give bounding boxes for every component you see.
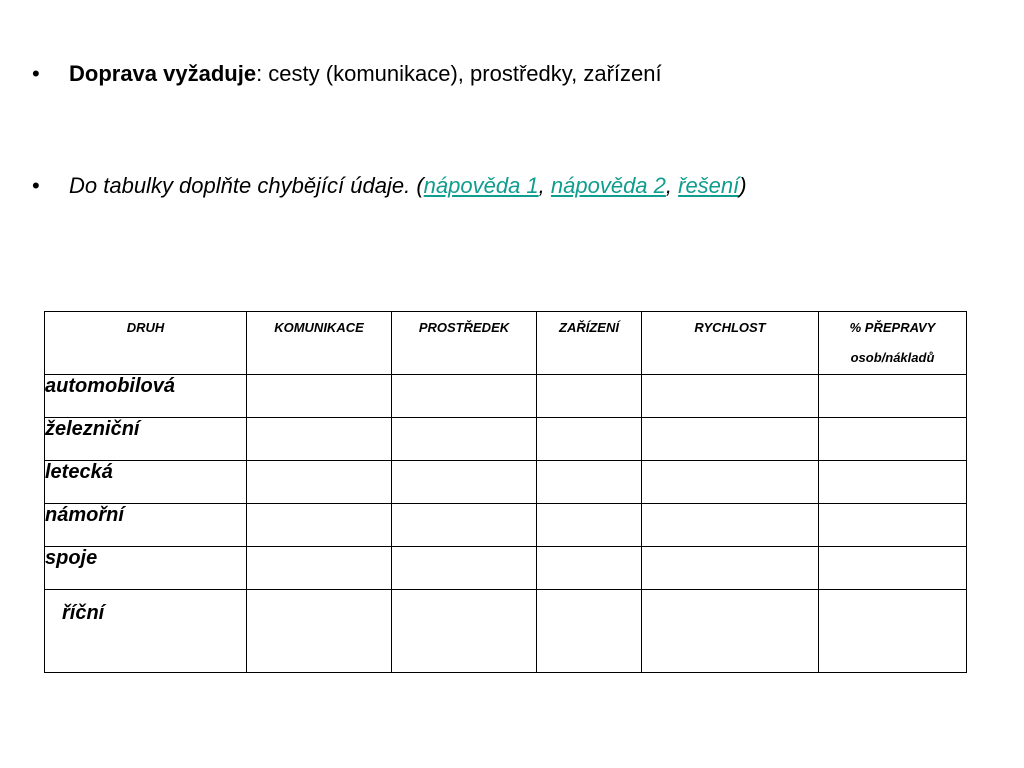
cell-komunikace[interactable]: [247, 461, 392, 504]
closing-paren: ): [739, 173, 747, 198]
table-row: [45, 504, 967, 547]
cell-komunikace[interactable]: [247, 547, 392, 590]
cell-rychlost[interactable]: [642, 547, 819, 590]
bullet-strong-text: Doprava vyžaduje: [69, 61, 257, 86]
cell-preprava[interactable]: [819, 418, 967, 461]
cell-rychlost[interactable]: [642, 375, 819, 418]
cell-zarizeni[interactable]: [537, 418, 642, 461]
cell-preprava[interactable]: [819, 375, 967, 418]
bullet-rest-text: : cesty (komunikace), prostředky, zařízení: [256, 61, 662, 86]
hint-1-link[interactable]: nápověda 1: [423, 173, 539, 198]
cell-preprava[interactable]: [819, 547, 967, 590]
cell-zarizeni[interactable]: [537, 461, 642, 504]
solution-link[interactable]: řešení: [678, 173, 740, 198]
row-label-ricni: říční: [45, 590, 247, 673]
header-prostredek: PROSTŘEDEK: [392, 312, 537, 375]
header-row: [45, 312, 967, 375]
header-zarizeni: ZAŘÍZENÍ: [537, 312, 642, 375]
cell-komunikace[interactable]: [247, 590, 392, 673]
bullet-symbol: •: [32, 61, 40, 86]
cell-prostredek[interactable]: [392, 547, 537, 590]
bullet-transport-requires: [32, 60, 662, 88]
header-druh: DRUH: [45, 312, 247, 375]
header-preprava-line1: % PŘEPRAVY: [849, 320, 936, 335]
transport-table: [44, 311, 967, 673]
separator-1: ,: [538, 173, 551, 198]
cell-rychlost[interactable]: [642, 504, 819, 547]
cell-prostredek[interactable]: [392, 590, 537, 673]
header-rychlost: RYCHLOST: [642, 312, 819, 375]
header-komunikace: KOMUNIKACE: [247, 312, 392, 375]
row-label-spoje: spoje: [45, 547, 247, 590]
cell-zarizeni[interactable]: [537, 590, 642, 673]
cell-zarizeni[interactable]: [537, 375, 642, 418]
table-row: [45, 547, 967, 590]
cell-komunikace[interactable]: [247, 418, 392, 461]
row-label-namorni: námořní: [45, 504, 247, 547]
row-label-zeleznicni: železniční: [45, 418, 247, 461]
cell-rychlost[interactable]: [642, 590, 819, 673]
cell-zarizeni[interactable]: [537, 504, 642, 547]
bullet-symbol: •: [32, 173, 40, 198]
task-text: Do tabulky doplňte chybějící údaje. (: [69, 173, 424, 198]
table-row: [45, 418, 967, 461]
cell-prostredek[interactable]: [392, 504, 537, 547]
cell-prostredek[interactable]: [392, 418, 537, 461]
row-label-letecka: letecká: [45, 461, 247, 504]
cell-rychlost[interactable]: [642, 461, 819, 504]
table-row: [45, 461, 967, 504]
cell-komunikace[interactable]: [247, 375, 392, 418]
cell-prostredek[interactable]: [392, 461, 537, 504]
cell-rychlost[interactable]: [642, 418, 819, 461]
header-preprava-line2: osob/nákladů: [850, 350, 935, 365]
cell-prostredek[interactable]: [392, 375, 537, 418]
separator-2: ,: [665, 173, 679, 198]
row-label-automobilova: automobilová: [45, 375, 247, 418]
cell-preprava[interactable]: [819, 504, 967, 547]
table-row: [45, 375, 967, 418]
cell-zarizeni[interactable]: [537, 547, 642, 590]
table-row: [45, 590, 967, 673]
cell-preprava[interactable]: [819, 590, 967, 673]
bullet-task-instructions: [32, 172, 747, 200]
hint-2-link[interactable]: nápověda 2: [550, 173, 666, 198]
header-preprava: [819, 312, 967, 375]
cell-komunikace[interactable]: [247, 504, 392, 547]
cell-preprava[interactable]: [819, 461, 967, 504]
